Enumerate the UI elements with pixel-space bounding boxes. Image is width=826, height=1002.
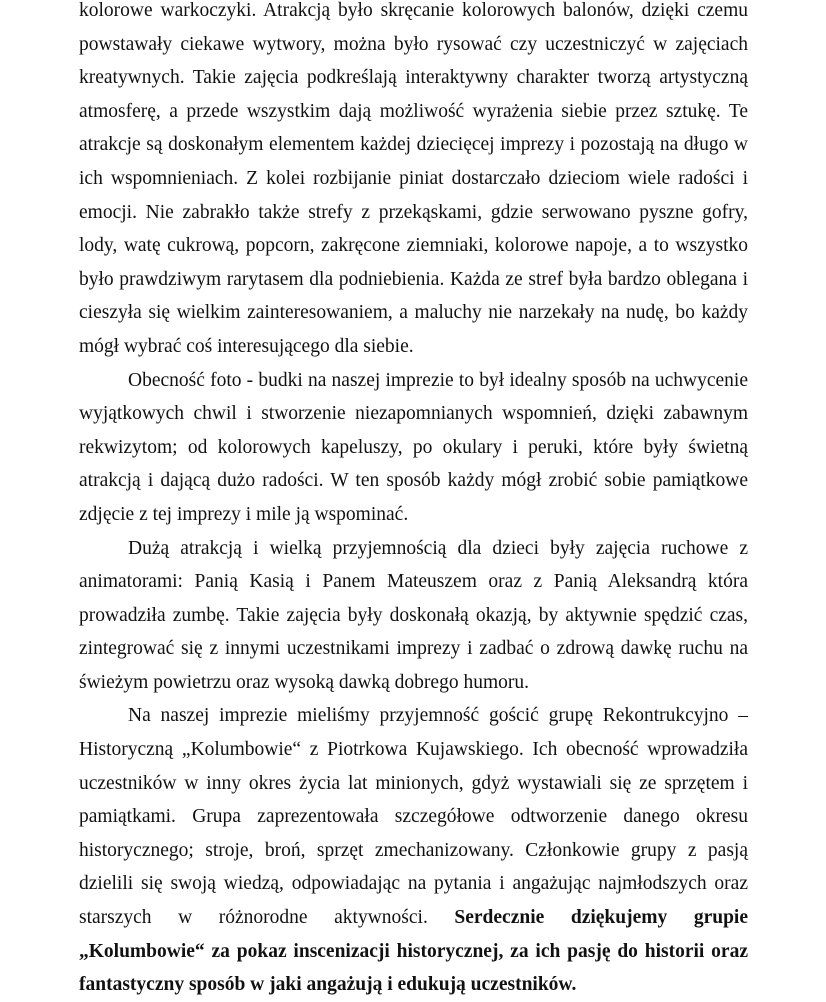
paragraph-photo-booth: Obecność foto - budki na naszej imprezie to był idealny sposób na uchwycenie wyjątkowych chwil i stworzenie niezapomnianych wspomnień, dzięki zabawnym rekwizytom; od kolorowych kapeluszy, po okulary i peruki, które były świetną atrakcją i dającą dużo radości. W ten sposób każdy mógł zrobić sobie pamiątkowe zdjęcie z tej imprezy i mile ją wspominać. <box>79 369 748 525</box>
paragraph-movement-activities: Dużą atrakcją i wielką przyjemnością dla dzieci były zajęcia ruchowe z animatorami: Panią Kasią i Panem Mateuszem oraz z Panią Aleksandrą która prowadziła zumbę. Takie zajęcia były doskonałą okazją, by aktywnie spędzić czas, zintegrować się z innymi uczestnikami imprezy i zadbać o zdrową dawkę ruchu na świeżym powietrzu oraz wysoką dawką dobrego humoru. <box>79 537 748 693</box>
document-page <box>79 0 748 1002</box>
paragraph-attractions: kolorowe warkoczyki. Atrakcją było skręcanie kolorowych balonów, dzięki czemu powstawały ciekawe wytwory, można było rysować czy uczestniczyć w zajęciach kreatywnych. Takie zajęcia podkreślają interaktywny charakter tworzą artystyczną atmosferę, a przede wszystkim dają możliwość wyrażenia siebie przez sztukę. Te atrakcje są doskonałym elementem każdej dziecięcej imprezy i pozostają na długo w ich wspomnieniach. Z kolei rozbijanie piniat dostarczało dzieciom wiele radości i emocji. Nie zabrakło także strefy z przekąskami, gdzie serwowano pyszne gofry, lody, watę cukrową, popcorn, zakręcone ziemniaki, kolorowe napoje, a to wszystko było prawdziwym rarytasem dla podniebienia. Każda ze stref była bardzo oblegana i cieszyła się wielkim zainteresowaniem, a maluchy nie narzekały na nudę, bo każdy mógł wybrać coś interesującego dla siebie. <box>79 0 748 357</box>
paragraph-historical-group <box>79 699 748 1001</box>
thanks-bold-text: Serdecznie dziękujemy grupie „Kolumbowie“ za pokaz inscenizacji historycznej, za ich pasję do historii oraz fantastyczny sposób w jaki angażują i edukują uczestników. <box>79 907 748 996</box>
paragraph-historical-group-text: Na naszej imprezie mieliśmy przyjemność gościć grupę Rekontrukcyjno – Historyczną „Kolumbowie“ z Piotrkowa Kujawskiego. Ich obecność wprowadziła uczestników w inny okres życia lat minionych, gdyż wystawiali się ze sprzętem i pamiątkami. Grupa zaprezentowała szczegółowe odtworzenie danego okresu historycznego; stroje, broń, sprzęt zmechanizowany. Członkowie grupy z pasją dzielili się swoją wiedzą, odpowiadając na pytania i angażując najmłodszych oraz starszych w różnorodne aktywności. <box>79 705 748 929</box>
